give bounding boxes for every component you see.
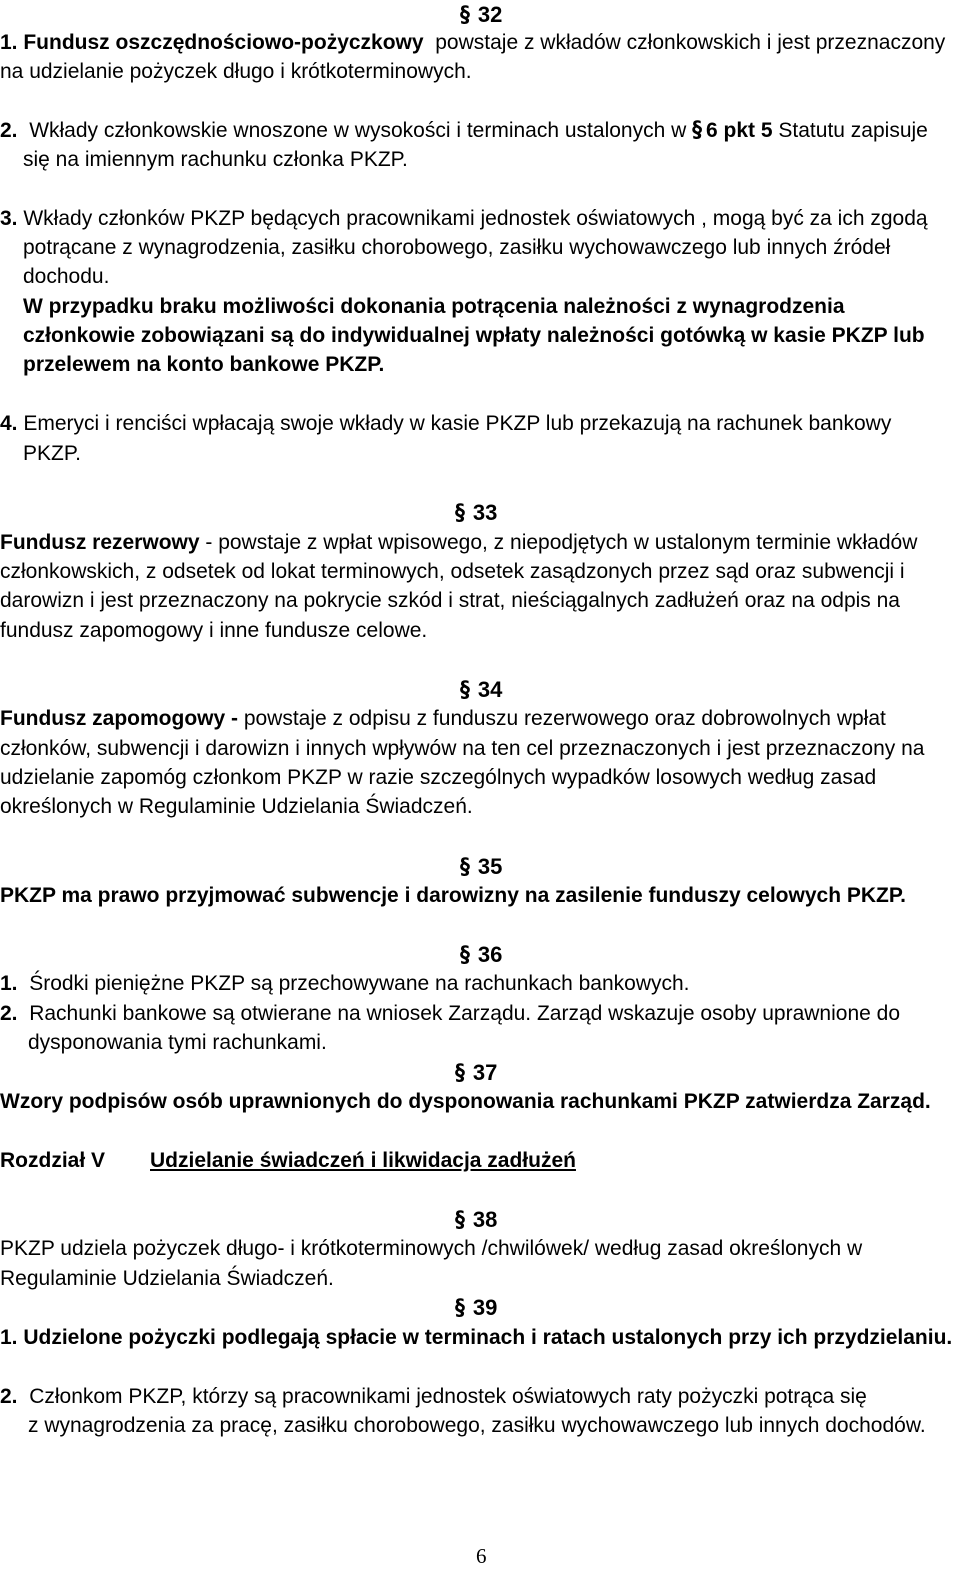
s32-p3-line1: 3. Wkłady członków PKZP będących pracownikami jednostek oświatowych , mogą być za ich zgodą [0, 207, 928, 230]
s35-line1: PKZP ma prawo przyjmować subwencje i darowizny na zasilenie funduszy celowych PKZP. [0, 884, 906, 907]
section-34-heading: § 34 [460, 677, 503, 703]
s39-p2-line1: 2. Członkom PKZP, którzy są pracownikami jednostek oświatowych raty pożyczki potrąca się [0, 1385, 867, 1408]
s38-line2: Regulaminie Udzielania Świadczeń. [0, 1267, 334, 1290]
s32-p1-line1: 1. Fundusz oszczędnościowo-pożyczkowy powstaje z wkładów członkowskich i jest przeznaczony [0, 31, 946, 54]
section-33-heading: § 33 [455, 500, 498, 526]
chapter-label: Rozdział V [0, 1149, 106, 1172]
s32-p1-line2: na udzielanie pożyczek długo i krótkoterminowych. [0, 60, 472, 83]
section-32-heading: § 32 [460, 2, 503, 28]
section-39-heading: § 39 [455, 1295, 498, 1321]
s36-p1-line1: 1. Środki pieniężne PKZP są przechowywane na rachunkach bankowych. [0, 972, 690, 995]
s37-line1: Wzory podpisów osób uprawnionych do dysponowania rachunkami PKZP zatwierdza Zarząd. [0, 1090, 931, 1113]
s36-p2-line2: dysponowania tymi rachunkami. [28, 1031, 327, 1054]
s32-p4-line2: PKZP. [23, 442, 81, 465]
s39-p1-line1: 1. Udzielone pożyczki podlegają spłacie w terminach i ratach ustalonych przy ich przydzielaniu. [0, 1326, 953, 1349]
s33-line3: darowizn i jest przeznaczony na pokrycie szkód i strat, nieściągalnych zadłużeń oraz na odpis na [0, 589, 900, 612]
s32-p3-line3: dochodu. [23, 265, 110, 288]
s33-line2: członkowskich, z odsetek od lokat terminowych, odsetek zasądzonych przez sąd oraz subwencji i [0, 560, 905, 583]
s32-p2-line2: się na imiennym rachunku członka PKZP. [23, 148, 408, 171]
chapter-title: Udzielanie świadczeń i likwidacja zadłużeń [150, 1149, 576, 1172]
section-38-heading: § 38 [455, 1207, 498, 1233]
s38-line1: PKZP udziela pożyczek długo- i krótkoterminowych /chwilówek/ według zasad określonych w [0, 1237, 863, 1260]
section-36-heading: § 36 [460, 942, 503, 968]
s34-line4: określonych w Regulaminie Udzielania Świadczeń. [0, 795, 473, 818]
s33-line1: Fundusz rezerwowy - powstaje z wpłat wpisowego, z niepodjętych w ustalonym terminie wkładów [0, 531, 918, 554]
s32-p3-bold-line3: przelewem na konto bankowe PKZP. [23, 353, 385, 376]
s34-line1: Fundusz zapomogowy - powstaje z odpisu z funduszu rezerwowego oraz dobrowolnych wpłat [0, 707, 886, 730]
s33-line4: fundusz zapomogowy i inne fundusze celowe. [0, 619, 428, 642]
section-35-heading: § 35 [460, 854, 503, 880]
s32-p2-line1: 2. Wkłady członkowskie wnoszone w wysokości i terminach ustalonych w § 6 pkt 5 Statutu zapisuje [0, 118, 928, 143]
s34-line2: członków, subwencji i darowizn i innych wpływów na ten cel przeznaczonych i jest przeznaczony na [0, 737, 925, 760]
s39-p2-line2: z wynagrodzenia za pracę, zasiłku chorobowego, zasiłku wychowawczego lub innych dochodów. [28, 1414, 926, 1437]
section-37-heading: § 37 [455, 1060, 498, 1086]
s32-p3-line2: potrącane z wynagrodzenia, zasiłku chorobowego, zasiłku wychowawczego lub innych źródeł [23, 236, 891, 259]
s36-p2-line1: 2. Rachunki bankowe są otwierane na wniosek Zarządu. Zarząd wskazuje osoby uprawnione do [0, 1002, 901, 1025]
s34-line3: udzielanie zapomóg członkom PKZP w razie szczególnych wypadków losowych według zasad [0, 766, 877, 789]
s32-p3-bold-line2: członkowie zobowiązani są do indywidualnej wpłaty należności gotówką w kasie PKZP lub [23, 324, 925, 347]
s32-p4-line1: 4. Emeryci i renciści wpłacają swoje wkłady w kasie PKZP lub przekazują na rachunek bankowy [0, 412, 892, 435]
page-number: 6 [476, 1544, 487, 1568]
s32-p3-bold-line1: W przypadku braku możliwości dokonania potrącenia należności z wynagrodzenia [23, 295, 845, 318]
